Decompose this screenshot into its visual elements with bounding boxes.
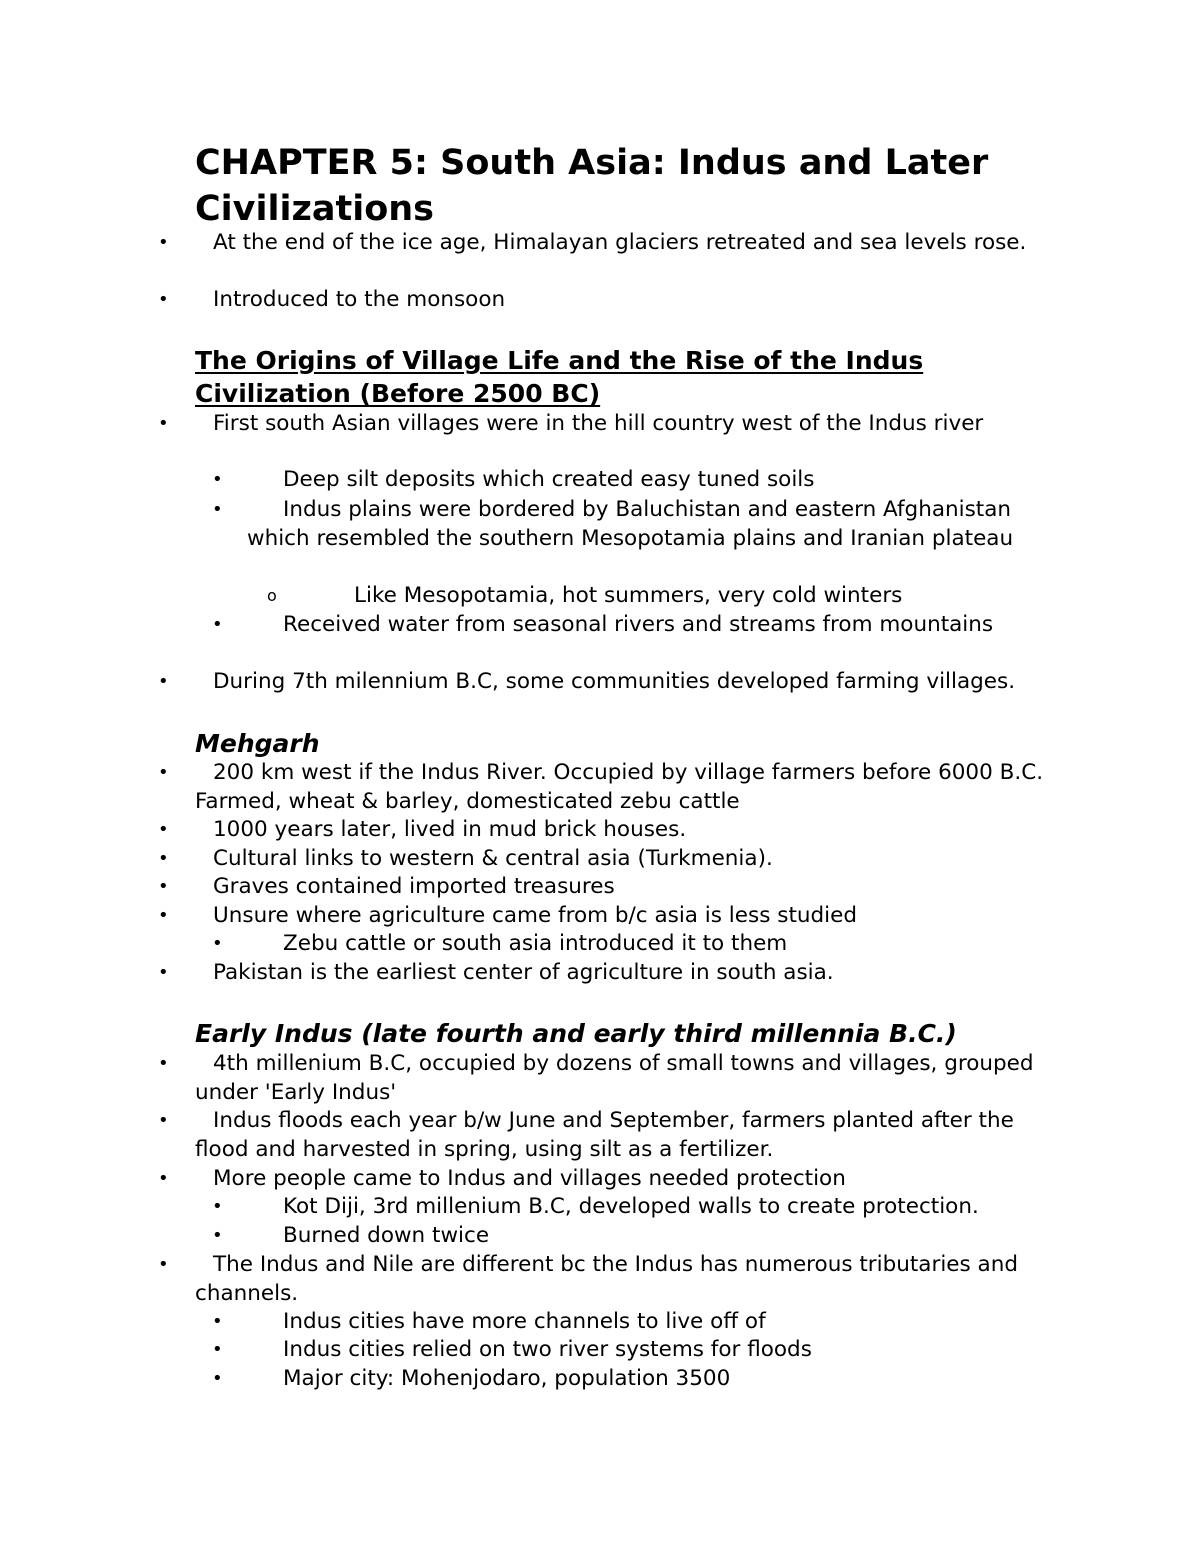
list-item: • 4th millenium B.C, occupied by dozens of small towns and villages, grouped under 'Early Indus': [158, 1051, 1034, 1105]
bullet-icon: •: [212, 1368, 223, 1389]
bullet-icon: •: [212, 1196, 223, 1217]
list-item: • 1000 years later, lived in mud brick houses.: [195, 816, 1065, 845]
hollow-bullet-icon: o: [267, 586, 277, 605]
bullet-icon: •: [158, 962, 169, 983]
bullet-icon: •: [212, 933, 223, 954]
list-item: • Cultural links to western & central asia (Turkmenia).: [195, 845, 1065, 874]
bullet-icon: •: [158, 671, 169, 692]
bullet-icon: •: [212, 469, 223, 490]
list-item: • First south Asian villages were in the hill country west of the Indus river: [195, 410, 1065, 439]
bullet-icon: •: [212, 499, 223, 520]
list-item: • Kot Diji, 3rd millenium B.C, developed walls to create protection.: [247, 1193, 1067, 1222]
bullet-icon: •: [158, 762, 169, 783]
bullet-icon: •: [212, 1339, 223, 1360]
bullet-icon: •: [158, 1254, 169, 1275]
list-item: • Indus plains were bordered by Baluchistan and eastern Afghanistan which resembled the southern Mesopotamia plains and Iranian plateau: [212, 497, 1014, 551]
bullet-icon: •: [158, 819, 169, 840]
bullet-icon: •: [212, 614, 223, 635]
list-item: • Indus cities have more channels to live off of: [247, 1308, 1067, 1337]
bullet-icon: •: [158, 289, 169, 310]
section-heading-mehgarh: Mehgarh: [195, 729, 320, 758]
chapter-title: CHAPTER 5: South Asia: Indus and Later Civilizations: [195, 143, 989, 229]
bullet-icon: •: [158, 1168, 169, 1189]
list-item: o Like Mesopotamia, hot summers, very cold winters: [354, 582, 1054, 611]
bullet-icon: •: [158, 1110, 169, 1131]
list-item: • Indus cities relied on two river systems for floods: [247, 1336, 1067, 1365]
list-item: • Unsure where agriculture came from b/c asia is less studied: [195, 902, 1065, 931]
bullet-icon: •: [212, 1225, 223, 1246]
list-item: • Indus floods each year b/w June and September, farmers planted after the flood and harvested in spring, using silt as a fertilizer.: [158, 1108, 1014, 1162]
bullet-icon: •: [158, 905, 169, 926]
section-heading-early-indus: Early Indus (late fourth and early third millennia B.C.): [195, 1019, 957, 1048]
list-item: • Introduced to the monsoon: [195, 286, 1065, 315]
list-item: • Received water from seasonal rivers and streams from mountains: [247, 611, 1067, 640]
bullet-icon: •: [158, 232, 169, 253]
bullet-icon: •: [158, 848, 169, 869]
list-item: • Pakistan is the earliest center of agriculture in south asia.: [195, 959, 1065, 988]
list-item: • Major city: Mohenjodaro, population 3500: [247, 1365, 1067, 1394]
list-item: • More people came to Indus and villages needed protection: [195, 1165, 1065, 1194]
section-heading-origins: The Origins of Village Life and the Rise of the Indus Civilization (Before 2500 BC): [195, 346, 924, 408]
bullet-icon: •: [212, 1311, 223, 1332]
list-item: • Graves contained imported treasures: [195, 873, 1065, 902]
list-item: • Zebu cattle or south asia introduced it to them: [247, 930, 1067, 959]
bullet-icon: •: [158, 876, 169, 897]
bullet-icon: •: [158, 1053, 169, 1074]
bullet-icon: •: [158, 413, 169, 434]
list-item: • During 7th milennium B.C, some communities developed farming villages.: [195, 668, 1065, 697]
list-item: • Deep silt deposits which created easy tuned soils: [247, 466, 1067, 495]
list-item: • 200 km west if the Indus River. Occupied by village farmers before 6000 B.C. Farmed, wheat & barley, domesticated zebu cattle: [158, 760, 1044, 814]
list-item: • At the end of the ice age, Himalayan glaciers retreated and sea levels rose.: [195, 229, 1065, 258]
list-item: • The Indus and Nile are different bc the Indus has numerous tributaries and channels.: [158, 1252, 1019, 1306]
list-item: • Burned down twice: [247, 1222, 1067, 1251]
